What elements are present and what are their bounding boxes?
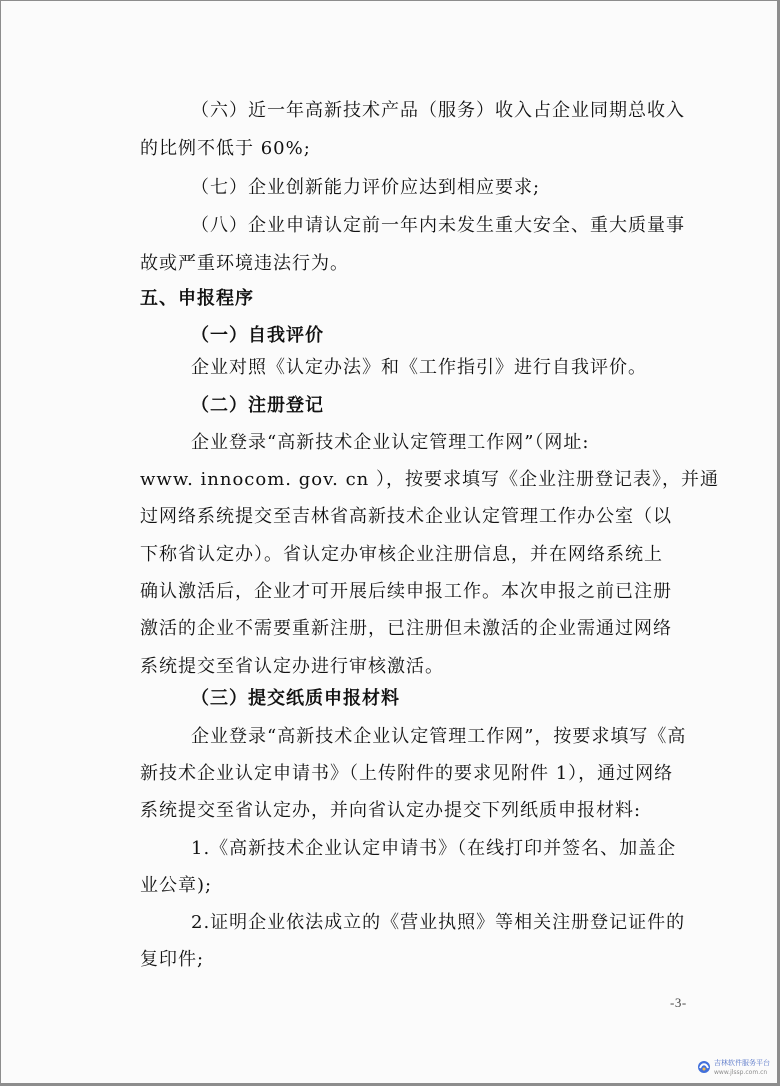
registration-line-6: 激活的企业不需要重新注册，已注册但未激活的企业需通过网络 [140, 618, 672, 639]
registration-line-7: 系统提交至省认定办进行审核激活。 [140, 656, 444, 677]
registration-line-2: www. innocom. gov. cn ），按要求填写《企业注册登记表》，并通 [140, 469, 719, 490]
document-page [1, 1, 777, 1083]
criterion-eight-line-2: 故或严重环境违法行为。 [140, 253, 349, 274]
material-item-1-line-1: 1.《高新技术企业认定申请书》（在线打印并签名、加盖企 [191, 838, 677, 859]
criterion-six-line-1: （六）近一年高新技术产品（服务）收入占企业同期总收入 [191, 100, 685, 121]
material-item-2-line-1: 2.证明企业依法成立的《营业执照》等相关注册登记证件的 [191, 912, 686, 933]
subheading-registration: （二）注册登记 [191, 395, 324, 416]
paper-materials-line-3: 系统提交至省认定办，并向省认定办提交下列纸质申报材料: [140, 800, 642, 821]
subheading-self-evaluation: （一）自我评价 [191, 325, 324, 346]
registration-line-5: 确认激活后，企业才可开展后续申报工作。本次申报之前已注册 [140, 581, 672, 602]
material-item-1-line-2: 业公章); [140, 875, 213, 896]
self-evaluation-text: 企业对照《认定办法》和《工作指引》进行自我评价。 [191, 357, 647, 378]
watermark-text: 吉林软件服务平台 [714, 1059, 770, 1067]
subheading-paper-materials: （三）提交纸质申报材料 [191, 688, 400, 709]
criterion-six-line-2: 的比例不低于 60%; [140, 138, 311, 159]
watermark-logo-icon [697, 1060, 711, 1074]
section-heading-procedure: 五、申报程序 [140, 288, 254, 309]
watermark-url: www.jlssp.com.cn [714, 1069, 768, 1076]
paper-materials-line-1: 企业登录“高新技术企业认定管理工作网”，按要求填写《高 [191, 726, 687, 747]
paper-materials-line-2: 新技术企业认定申请书》（上传附件的要求见附件 1），通过网络 [140, 763, 674, 784]
criterion-seven: （七）企业创新能力评价应达到相应要求; [191, 177, 541, 198]
criterion-eight-line-1: （八）企业申请认定前一年内未发生重大安全、重大质量事 [191, 215, 685, 236]
registration-line-1: 企业登录“高新技术企业认定管理工作网”（网址: [191, 432, 590, 453]
page-number: -3- [670, 995, 687, 1010]
material-item-2-line-2: 复印件; [140, 949, 205, 970]
registration-line-4: 下称省认定办）。省认定办审核企业注册信息，并在网络系统上 [140, 544, 663, 565]
registration-line-3: 过网络系统提交至吉林省高新技术企业认定管理工作办公室（以 [140, 506, 672, 527]
watermark [697, 1057, 775, 1081]
